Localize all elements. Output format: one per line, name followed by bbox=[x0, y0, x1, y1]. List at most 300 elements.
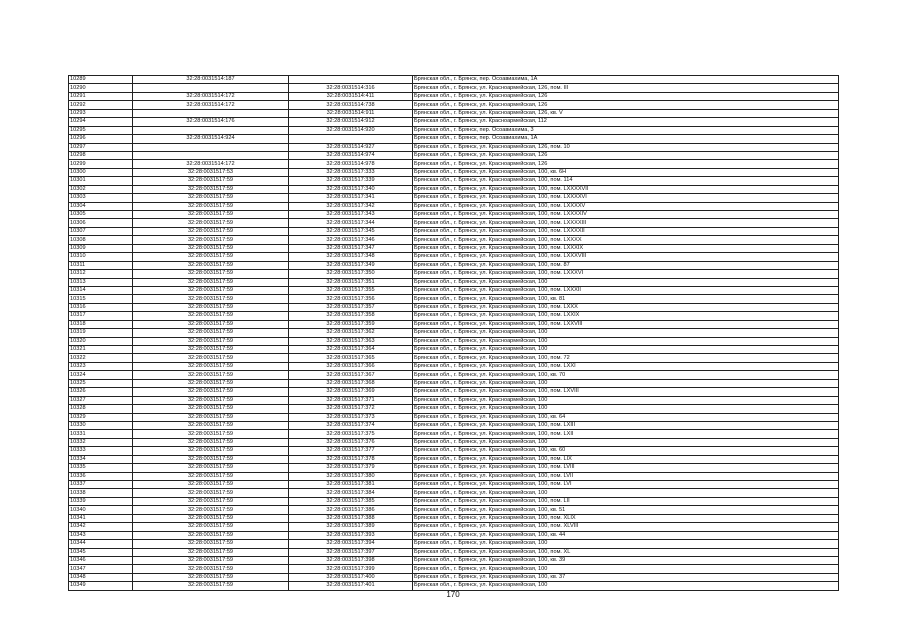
row-number-cell: 10322 bbox=[69, 354, 133, 362]
row-number-cell: 10331 bbox=[69, 430, 133, 438]
cadastral-number-cell: 32:28:0031517:341 bbox=[289, 194, 413, 202]
table-row bbox=[69, 143, 839, 151]
parent-cadastral-cell: 32:28:0031517:59 bbox=[133, 286, 289, 294]
table-row bbox=[69, 329, 839, 337]
cadastral-number-cell: 32:28:0031517:350 bbox=[289, 270, 413, 278]
address-cell: Брянская обл., г. Брянск, ул. Красноармейская, 126, пом. III bbox=[413, 84, 839, 92]
cadastral-number-cell: 32:28:0031517:333 bbox=[289, 168, 413, 176]
row-number-cell: 10339 bbox=[69, 497, 133, 505]
cadastral-number-cell: 32:28:0031517:368 bbox=[289, 379, 413, 387]
table-row bbox=[69, 548, 839, 556]
cadastral-number-cell: 32:28:0031517:386 bbox=[289, 506, 413, 514]
parent-cadastral-cell: 32:28:0031514:172 bbox=[133, 101, 289, 109]
address-cell: Брянская обл., г. Брянск, ул. Красноармейская, 100, пом. LXXX bbox=[413, 303, 839, 311]
parent-cadastral-cell: 32:28:0031517:59 bbox=[133, 211, 289, 219]
parent-cadastral-cell: 32:28:0031517:59 bbox=[133, 489, 289, 497]
cadastral-number-cell: 32:28:0031517:373 bbox=[289, 413, 413, 421]
address-cell: Брянская обл., г. Брянск, ул. Красноармейская, 100 bbox=[413, 379, 839, 387]
row-number-cell: 10293 bbox=[69, 109, 133, 117]
parent-cadastral-cell: 32:28:0031517:59 bbox=[133, 396, 289, 404]
parent-cadastral-cell: 32:28:0031517:59 bbox=[133, 202, 289, 210]
cadastral-number-cell: 32:28:0031517:339 bbox=[289, 177, 413, 185]
row-number-cell: 10320 bbox=[69, 337, 133, 345]
row-number-cell: 10321 bbox=[69, 346, 133, 354]
row-number-cell: 10346 bbox=[69, 556, 133, 564]
table-row bbox=[69, 497, 839, 505]
parent-cadastral-cell: 32:28:0031517:59 bbox=[133, 455, 289, 463]
parent-cadastral-cell: 32:28:0031517:59 bbox=[133, 346, 289, 354]
cadastral-number-cell: 32:28:0031517:393 bbox=[289, 531, 413, 539]
address-cell: Брянская обл., г. Брянск, ул. Красноармейская, 100, пом. LXIII bbox=[413, 421, 839, 429]
table-row bbox=[69, 582, 839, 590]
table-row bbox=[69, 219, 839, 227]
row-number-cell: 10347 bbox=[69, 565, 133, 573]
row-number-cell: 10310 bbox=[69, 253, 133, 261]
table-row bbox=[69, 481, 839, 489]
row-number-cell: 10300 bbox=[69, 168, 133, 176]
row-number-cell: 10333 bbox=[69, 447, 133, 455]
row-number-cell: 10340 bbox=[69, 506, 133, 514]
parent-cadastral-cell: 32:28:0031517:59 bbox=[133, 303, 289, 311]
parent-cadastral-cell: 32:28:0031517:59 bbox=[133, 379, 289, 387]
address-cell: Брянская обл., г. Брянск, ул. Красноармейская, 100, кв. 60 bbox=[413, 447, 839, 455]
address-cell: Брянская обл., г. Брянск, ул. Красноармейская, 100, кв. 6Н bbox=[413, 168, 839, 176]
row-number-cell: 10307 bbox=[69, 227, 133, 235]
cadastral-number-cell: 32:28:0031517:384 bbox=[289, 489, 413, 497]
address-cell: Брянская обл., г. Брянск, ул. Красноармейская, 100, пом. LXXXVIII bbox=[413, 253, 839, 261]
row-number-cell: 10325 bbox=[69, 379, 133, 387]
row-number-cell: 10305 bbox=[69, 211, 133, 219]
address-cell: Брянская обл., г. Брянск, ул. Красноармейская, 100 bbox=[413, 278, 839, 286]
address-cell: Брянская обл., г. Брянск, ул. Красноармейская, 100, пом. LVI bbox=[413, 481, 839, 489]
row-number-cell: 10308 bbox=[69, 236, 133, 244]
address-cell: Брянская обл., г. Брянск, ул. Красноармейская, 100, кв. 37 bbox=[413, 573, 839, 581]
cadastral-number-cell: 32:28:0031517:340 bbox=[289, 185, 413, 193]
parent-cadastral-cell: 32:28:0031514:176 bbox=[133, 118, 289, 126]
registry-table bbox=[68, 75, 839, 591]
row-number-cell: 10345 bbox=[69, 548, 133, 556]
cadastral-number-cell: 32:28:0031517:385 bbox=[289, 497, 413, 505]
table-row bbox=[69, 168, 839, 176]
parent-cadastral-cell: 32:28:0031517:59 bbox=[133, 472, 289, 480]
cadastral-number-cell: 32:28:0031517:357 bbox=[289, 303, 413, 311]
parent-cadastral-cell: 32:28:0031517:59 bbox=[133, 312, 289, 320]
table-row bbox=[69, 565, 839, 573]
address-cell: Брянская обл., г. Брянск, ул. Красноармейская, 100 bbox=[413, 337, 839, 345]
parent-cadastral-cell: 32:28:0031517:59 bbox=[133, 556, 289, 564]
parent-cadastral-cell: 32:28:0031514:172 bbox=[133, 160, 289, 168]
cadastral-number-cell: 32:28:0031514:912 bbox=[289, 118, 413, 126]
address-cell: Брянская обл., г. Брянск, ул. Красноармейская, 126 bbox=[413, 151, 839, 159]
table-row bbox=[69, 514, 839, 522]
row-number-cell: 10343 bbox=[69, 531, 133, 539]
cadastral-number-cell: 32:28:0031517:358 bbox=[289, 312, 413, 320]
cadastral-number-cell: 32:28:0031517:359 bbox=[289, 320, 413, 328]
cadastral-number-cell: 32:28:0031517:347 bbox=[289, 244, 413, 252]
table-row bbox=[69, 177, 839, 185]
row-number-cell: 10318 bbox=[69, 320, 133, 328]
row-number-cell: 10289 bbox=[69, 76, 133, 84]
row-number-cell: 10302 bbox=[69, 185, 133, 193]
cadastral-number-cell: 32:28:0031517:401 bbox=[289, 582, 413, 590]
address-cell: Брянская обл., г. Брянск, ул. Красноармейская, 100, пом. LXXXXV bbox=[413, 202, 839, 210]
address-cell: Брянская обл., г. Брянск, ул. Красноармейская, 100, пом. LXXXIX bbox=[413, 244, 839, 252]
row-number-cell: 10332 bbox=[69, 438, 133, 446]
address-cell: Брянская обл., г. Брянск, пер. Осоавиахима, 1А bbox=[413, 76, 839, 84]
address-cell: Брянская обл., г. Брянск, ул. Красноармейская, 100 bbox=[413, 489, 839, 497]
parent-cadastral-cell: 32:28:0031517:59 bbox=[133, 337, 289, 345]
parent-cadastral-cell: 32:28:0031517:59 bbox=[133, 194, 289, 202]
table-row bbox=[69, 160, 839, 168]
row-number-cell: 10309 bbox=[69, 244, 133, 252]
address-cell: Брянская обл., г. Брянск, ул. Красноармейская, 100, пом. 72 bbox=[413, 354, 839, 362]
cadastral-number-cell: 32:28:0031517:374 bbox=[289, 421, 413, 429]
table-row bbox=[69, 312, 839, 320]
row-number-cell: 10323 bbox=[69, 362, 133, 370]
table-row bbox=[69, 101, 839, 109]
cadastral-number-cell: 32:28:0031517:363 bbox=[289, 337, 413, 345]
address-cell: Брянская обл., г. Брянск, ул. Красноармейская, 126, пом. 10 bbox=[413, 143, 839, 151]
row-number-cell: 10338 bbox=[69, 489, 133, 497]
table-row bbox=[69, 489, 839, 497]
cadastral-number-cell: 32:28:0031517:362 bbox=[289, 329, 413, 337]
row-number-cell: 10348 bbox=[69, 573, 133, 581]
row-number-cell: 10330 bbox=[69, 421, 133, 429]
address-cell: Брянская обл., г. Брянск, ул. Красноармейская, 100, кв. 51 bbox=[413, 506, 839, 514]
address-cell: Брянская обл., г. Брянск, ул. Красноармейская, 100, кв. 64 bbox=[413, 413, 839, 421]
table-row bbox=[69, 455, 839, 463]
row-number-cell: 10294 bbox=[69, 118, 133, 126]
table-row bbox=[69, 126, 839, 134]
address-cell: Брянская обл., г. Брянск, ул. Красноармейская, 100, пом. LXXXX bbox=[413, 236, 839, 244]
address-cell: Брянская обл., г. Брянск, ул. Красноармейская, 100, пом. LXXXXII bbox=[413, 227, 839, 235]
address-cell: Брянская обл., г. Брянск, ул. Красноармейская, 100, пом. LXXXII bbox=[413, 286, 839, 294]
row-number-cell: 10306 bbox=[69, 219, 133, 227]
address-cell: Брянская обл., г. Брянск, ул. Красноармейская, 100, пом. LXXVIII bbox=[413, 320, 839, 328]
table-row bbox=[69, 194, 839, 202]
cadastral-number-cell: 32:28:0031517:365 bbox=[289, 354, 413, 362]
table-row bbox=[69, 286, 839, 294]
table-row bbox=[69, 556, 839, 564]
parent-cadastral-cell: 32:28:0031517:59 bbox=[133, 354, 289, 362]
row-number-cell: 10337 bbox=[69, 481, 133, 489]
table-row bbox=[69, 438, 839, 446]
table-row bbox=[69, 337, 839, 345]
row-number-cell: 10328 bbox=[69, 405, 133, 413]
table-row bbox=[69, 371, 839, 379]
parent-cadastral-cell: 32:28:0031517:59 bbox=[133, 219, 289, 227]
parent-cadastral-cell bbox=[133, 143, 289, 151]
page-number: 170 bbox=[446, 590, 460, 599]
cadastral-number-cell: 32:28:0031517:342 bbox=[289, 202, 413, 210]
table-row bbox=[69, 573, 839, 581]
address-cell: Брянская обл., г. Брянск, ул. Красноармейская, 100, кв. 44 bbox=[413, 531, 839, 539]
parent-cadastral-cell: 32:28:0031517:59 bbox=[133, 244, 289, 252]
table-row bbox=[69, 303, 839, 311]
address-cell: Брянская обл., г. Брянск, ул. Красноармейская, 100, пом. 114 bbox=[413, 177, 839, 185]
parent-cadastral-cell: 32:28:0031517:59 bbox=[133, 261, 289, 269]
address-cell: Брянская обл., г. Брянск, ул. Красноармейская, 100, пом. LXVIII bbox=[413, 388, 839, 396]
parent-cadastral-cell: 32:28:0031514:172 bbox=[133, 92, 289, 100]
parent-cadastral-cell: 32:28:0031514:924 bbox=[133, 135, 289, 143]
parent-cadastral-cell: 32:28:0031517:59 bbox=[133, 447, 289, 455]
row-number-cell: 10297 bbox=[69, 143, 133, 151]
table-row bbox=[69, 109, 839, 117]
address-cell: Брянская обл., г. Брянск, ул. Красноармейская, 100, пом. LXII bbox=[413, 430, 839, 438]
table-row bbox=[69, 118, 839, 126]
parent-cadastral-cell bbox=[133, 151, 289, 159]
address-cell: Брянская обл., г. Брянск, ул. Красноармейская, 100, кв. 81 bbox=[413, 295, 839, 303]
parent-cadastral-cell: 32:28:0031517:59 bbox=[133, 573, 289, 581]
table-row bbox=[69, 151, 839, 159]
address-cell: Брянская обл., г. Брянск, ул. Красноармейская, 126 bbox=[413, 160, 839, 168]
parent-cadastral-cell: 32:28:0031517:59 bbox=[133, 506, 289, 514]
table-row bbox=[69, 261, 839, 269]
table-row bbox=[69, 244, 839, 252]
table-row bbox=[69, 464, 839, 472]
table-row bbox=[69, 447, 839, 455]
cadastral-number-cell: 32:28:0031517:371 bbox=[289, 396, 413, 404]
cadastral-number-cell: 32:28:0031517:378 bbox=[289, 455, 413, 463]
parent-cadastral-cell: 32:28:0031517:59 bbox=[133, 236, 289, 244]
table-row bbox=[69, 295, 839, 303]
cadastral-number-cell: 32:28:0031517:343 bbox=[289, 211, 413, 219]
row-number-cell: 10317 bbox=[69, 312, 133, 320]
row-number-cell: 10314 bbox=[69, 286, 133, 294]
cadastral-number-cell: 32:28:0031517:372 bbox=[289, 405, 413, 413]
parent-cadastral-cell: 32:28:0031517:59 bbox=[133, 531, 289, 539]
row-number-cell: 10341 bbox=[69, 514, 133, 522]
table-row bbox=[69, 236, 839, 244]
cadastral-number-cell: 32:28:0031517:344 bbox=[289, 219, 413, 227]
parent-cadastral-cell: 32:28:0031517:59 bbox=[133, 540, 289, 548]
address-cell: Брянская обл., г. Брянск, ул. Красноармейская, 100, пом. LXXXXVII bbox=[413, 185, 839, 193]
cadastral-number-cell: 32:28:0031517:356 bbox=[289, 295, 413, 303]
cadastral-number-cell: 32:28:0031517:348 bbox=[289, 253, 413, 261]
cadastral-number-cell: 32:28:0031517:351 bbox=[289, 278, 413, 286]
parent-cadastral-cell: 32:28:0031517:59 bbox=[133, 548, 289, 556]
cadastral-number-cell: 32:28:0031517:345 bbox=[289, 227, 413, 235]
row-number-cell: 10336 bbox=[69, 472, 133, 480]
table-row bbox=[69, 185, 839, 193]
parent-cadastral-cell: 32:28:0031517:59 bbox=[133, 464, 289, 472]
cadastral-number-cell: 32:28:0031517:369 bbox=[289, 388, 413, 396]
address-cell: Брянская обл., г. Брянск, ул. Красноармейская, 126 bbox=[413, 92, 839, 100]
address-cell: Брянская обл., г. Брянск, ул. Красноармейская, 100 bbox=[413, 329, 839, 337]
table-row bbox=[69, 320, 839, 328]
parent-cadastral-cell: 32:28:0031517:59 bbox=[133, 329, 289, 337]
table-row bbox=[69, 84, 839, 92]
address-cell: Брянская обл., г. Брянск, ул. Красноармейская, 100, пом. XLIX bbox=[413, 514, 839, 522]
parent-cadastral-cell: 32:28:0031517:59 bbox=[133, 438, 289, 446]
address-cell: Брянская обл., г. Брянск, ул. Красноармейская, 100, пом. LVIII bbox=[413, 464, 839, 472]
cadastral-number-cell: 32:28:0031514:974 bbox=[289, 151, 413, 159]
cadastral-number-cell: 32:28:0031514:738 bbox=[289, 101, 413, 109]
parent-cadastral-cell: 32:28:0031517:59 bbox=[133, 227, 289, 235]
parent-cadastral-cell: 32:28:0031517:59 bbox=[133, 421, 289, 429]
cadastral-number-cell: 32:28:0031517:377 bbox=[289, 447, 413, 455]
cadastral-number-cell: 32:28:0031517:355 bbox=[289, 286, 413, 294]
cadastral-number-cell: 32:28:0031514:911 bbox=[289, 109, 413, 117]
cadastral-number-cell: 32:28:0031517:366 bbox=[289, 362, 413, 370]
cadastral-number-cell: 32:28:0031517:375 bbox=[289, 430, 413, 438]
parent-cadastral-cell: 32:28:0031517:59 bbox=[133, 270, 289, 278]
row-number-cell: 10299 bbox=[69, 160, 133, 168]
cadastral-number-cell: 32:28:0031514:316 bbox=[289, 84, 413, 92]
address-cell: Брянская обл., г. Брянск, ул. Красноармейская, 100, пом. LXXI bbox=[413, 362, 839, 370]
parent-cadastral-cell: 32:28:0031517:59 bbox=[133, 278, 289, 286]
table-row bbox=[69, 135, 839, 143]
address-cell: Брянская обл., г. Брянск, ул. Красноармейская, 100, пом. LXXIX bbox=[413, 312, 839, 320]
cadastral-number-cell: 32:28:0031517:397 bbox=[289, 548, 413, 556]
table-row bbox=[69, 362, 839, 370]
address-cell: Брянская обл., г. Брянск, ул. Красноармейская, 100, кв. 39 bbox=[413, 556, 839, 564]
row-number-cell: 10292 bbox=[69, 101, 133, 109]
address-cell: Брянская обл., г. Брянск, ул. Красноармейская, 126 bbox=[413, 101, 839, 109]
parent-cadastral-cell: 32:28:0031517:59 bbox=[133, 481, 289, 489]
table-row bbox=[69, 346, 839, 354]
table-row bbox=[69, 270, 839, 278]
cadastral-number-cell: 32:28:0031517:367 bbox=[289, 371, 413, 379]
row-number-cell: 10316 bbox=[69, 303, 133, 311]
cadastral-number-cell: 32:28:0031514:411 bbox=[289, 92, 413, 100]
address-cell: Брянская обл., г. Брянск, ул. Красноармейская, 126, кв. V bbox=[413, 109, 839, 117]
parent-cadastral-cell: 32:28:0031517:59 bbox=[133, 405, 289, 413]
row-number-cell: 10319 bbox=[69, 329, 133, 337]
row-number-cell: 10327 bbox=[69, 396, 133, 404]
table-row bbox=[69, 211, 839, 219]
table-row bbox=[69, 354, 839, 362]
cadastral-number-cell: 32:28:0031517:380 bbox=[289, 472, 413, 480]
row-number-cell: 10329 bbox=[69, 413, 133, 421]
parent-cadastral-cell: 32:28:0031517:59 bbox=[133, 565, 289, 573]
table-row bbox=[69, 379, 839, 387]
cadastral-number-cell: 32:28:0031517:364 bbox=[289, 346, 413, 354]
address-cell: Брянская обл., г. Брянск, ул. Красноармейская, 100, пом. LVII bbox=[413, 472, 839, 480]
cadastral-number-cell: 32:28:0031514:927 bbox=[289, 143, 413, 151]
row-number-cell: 10313 bbox=[69, 278, 133, 286]
cadastral-number-cell: 32:28:0031517:346 bbox=[289, 236, 413, 244]
parent-cadastral-cell: 32:28:0031517:53 bbox=[133, 168, 289, 176]
table-row bbox=[69, 540, 839, 548]
address-cell: Брянская обл., г. Брянск, ул. Красноармейская, 100, пом. 87 bbox=[413, 261, 839, 269]
address-cell: Брянская обл., г. Брянск, ул. Красноармейская, 100 bbox=[413, 346, 839, 354]
table-row bbox=[69, 278, 839, 286]
cadastral-number-cell: 32:28:0031517:398 bbox=[289, 556, 413, 564]
parent-cadastral-cell bbox=[133, 84, 289, 92]
address-cell: Брянская обл., г. Брянск, ул. Красноармейская, 100, пом. LXXXXIV bbox=[413, 211, 839, 219]
row-number-cell: 10295 bbox=[69, 126, 133, 134]
parent-cadastral-cell: 32:28:0031517:59 bbox=[133, 362, 289, 370]
row-number-cell: 10296 bbox=[69, 135, 133, 143]
table-row bbox=[69, 421, 839, 429]
parent-cadastral-cell: 32:28:0031517:59 bbox=[133, 177, 289, 185]
cadastral-number-cell: 32:28:0031517:399 bbox=[289, 565, 413, 573]
parent-cadastral-cell: 32:28:0031517:59 bbox=[133, 388, 289, 396]
parent-cadastral-cell: 32:28:0031514:187 bbox=[133, 76, 289, 84]
address-cell: Брянская обл., г. Брянск, ул. Красноармейская, 112 bbox=[413, 118, 839, 126]
row-number-cell: 10342 bbox=[69, 523, 133, 531]
parent-cadastral-cell: 32:28:0031517:59 bbox=[133, 253, 289, 261]
parent-cadastral-cell: 32:28:0031517:59 bbox=[133, 523, 289, 531]
cadastral-number-cell: 32:28:0031517:349 bbox=[289, 261, 413, 269]
address-cell: Брянская обл., г. Брянск, ул. Красноармейская, 100, кв. 70 bbox=[413, 371, 839, 379]
table-row bbox=[69, 472, 839, 480]
row-number-cell: 10312 bbox=[69, 270, 133, 278]
parent-cadastral-cell: 32:28:0031517:59 bbox=[133, 514, 289, 522]
row-number-cell: 10326 bbox=[69, 388, 133, 396]
address-cell: Брянская обл., г. Брянск, ул. Красноармейская, 100, пом. XL bbox=[413, 548, 839, 556]
address-cell: Брянская обл., г. Брянск, ул. Красноармейская, 100 bbox=[413, 438, 839, 446]
row-number-cell: 10290 bbox=[69, 84, 133, 92]
table-row bbox=[69, 202, 839, 210]
address-cell: Брянская обл., г. Брянск, пер. Осоавиахима, 1А bbox=[413, 135, 839, 143]
row-number-cell: 10344 bbox=[69, 540, 133, 548]
cadastral-number-cell: 32:28:0031517:381 bbox=[289, 481, 413, 489]
row-number-cell: 10324 bbox=[69, 371, 133, 379]
table-row bbox=[69, 388, 839, 396]
address-cell: Брянская обл., г. Брянск, ул. Красноармейская, 100, пом. LXXXXIII bbox=[413, 219, 839, 227]
parent-cadastral-cell: 32:28:0031517:59 bbox=[133, 295, 289, 303]
row-number-cell: 10349 bbox=[69, 582, 133, 590]
parent-cadastral-cell bbox=[133, 109, 289, 117]
cadastral-number-cell: 32:28:0031517:389 bbox=[289, 523, 413, 531]
table-row bbox=[69, 531, 839, 539]
cadastral-number-cell: 32:28:0031517:388 bbox=[289, 514, 413, 522]
parent-cadastral-cell: 32:28:0031517:59 bbox=[133, 430, 289, 438]
cadastral-number-cell bbox=[289, 135, 413, 143]
address-cell: Брянская обл., г. Брянск, ул. Красноармейская, 100, пом. LXXXXVI bbox=[413, 194, 839, 202]
table-row bbox=[69, 506, 839, 514]
row-number-cell: 10303 bbox=[69, 194, 133, 202]
table-row bbox=[69, 405, 839, 413]
document-sheet bbox=[68, 75, 838, 591]
cadastral-number-cell: 32:28:0031517:394 bbox=[289, 540, 413, 548]
parent-cadastral-cell: 32:28:0031517:59 bbox=[133, 497, 289, 505]
parent-cadastral-cell: 32:28:0031517:59 bbox=[133, 582, 289, 590]
address-cell: Брянская обл., г. Брянск, ул. Красноармейская, 100, пом. XLVIII bbox=[413, 523, 839, 531]
cadastral-number-cell: 32:28:0031517:400 bbox=[289, 573, 413, 581]
cadastral-number-cell bbox=[289, 76, 413, 84]
address-cell: Брянская обл., г. Брянск, ул. Красноармейская, 100, пом. LIX bbox=[413, 455, 839, 463]
row-number-cell: 10304 bbox=[69, 202, 133, 210]
address-cell: Брянская обл., г. Брянск, ул. Красноармейская, 100, пом. LXXXVI bbox=[413, 270, 839, 278]
table-row bbox=[69, 76, 839, 84]
address-cell: Брянская обл., г. Брянск, ул. Красноармейская, 100 bbox=[413, 396, 839, 404]
parent-cadastral-cell bbox=[133, 126, 289, 134]
cadastral-number-cell: 32:28:0031517:379 bbox=[289, 464, 413, 472]
row-number-cell: 10301 bbox=[69, 177, 133, 185]
parent-cadastral-cell: 32:28:0031517:59 bbox=[133, 185, 289, 193]
parent-cadastral-cell: 32:28:0031517:59 bbox=[133, 371, 289, 379]
table-row bbox=[69, 396, 839, 404]
table-row bbox=[69, 523, 839, 531]
registry-table-body bbox=[69, 76, 839, 591]
row-number-cell: 10335 bbox=[69, 464, 133, 472]
parent-cadastral-cell: 32:28:0031517:59 bbox=[133, 320, 289, 328]
table-row bbox=[69, 227, 839, 235]
row-number-cell: 10291 bbox=[69, 92, 133, 100]
cadastral-number-cell: 32:28:0031514:978 bbox=[289, 160, 413, 168]
cadastral-number-cell: 32:28:0031517:376 bbox=[289, 438, 413, 446]
cadastral-number-cell: 32:28:0031514:920 bbox=[289, 126, 413, 134]
address-cell: Брянская обл., г. Брянск, ул. Красноармейская, 100 bbox=[413, 565, 839, 573]
address-cell: Брянская обл., г. Брянск, ул. Красноармейская, 100 bbox=[413, 540, 839, 548]
row-number-cell: 10315 bbox=[69, 295, 133, 303]
address-cell: Брянская обл., г. Брянск, ул. Красноармейская, 100 bbox=[413, 582, 839, 590]
row-number-cell: 10334 bbox=[69, 455, 133, 463]
address-cell: Брянская обл., г. Брянск, ул. Красноармейская, 100, пом. LII bbox=[413, 497, 839, 505]
